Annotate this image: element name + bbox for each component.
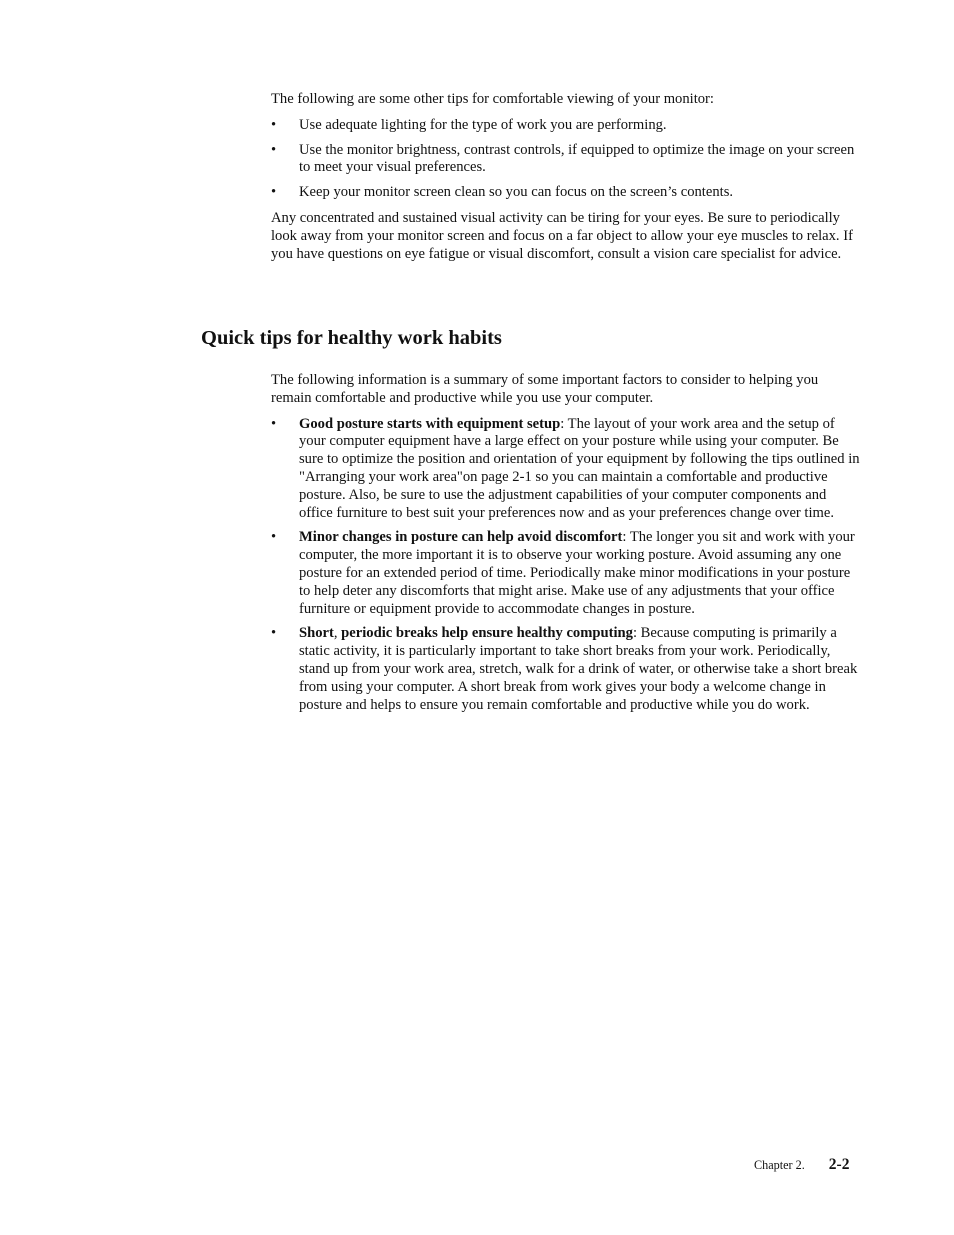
work-habits-intro: The following information is a summary of some important factors to consider to helping you remain comfortable and productive while you use your computer. <box>271 372 819 406</box>
work-habits-list <box>271 416 861 715</box>
list-item-heading: Minor changes in posture can help avoid discomfort <box>299 529 623 546</box>
section-heading: Quick tips for healthy work habits <box>201 327 502 349</box>
viewing-tips-section <box>271 91 861 263</box>
viewing-tips-intro: The following are some other tips for comfortable viewing of your monitor: <box>271 91 714 107</box>
bullet-marker: • <box>271 141 277 158</box>
list-item <box>271 416 861 523</box>
list-item-heading: periodic breaks help ensure healthy computing <box>341 625 633 642</box>
list-item-text: : The longer you sit and work with your computer, the more important it is to observe your working posture. Avoid assuming any one posture for an extended period of time. Periodically make minor modifications in your posture to help deter any discomforts that might arise. Make use of any adjustments that your office furniture or equipment provide to accommodate changes in posture. <box>299 529 855 617</box>
bullet-marker: • <box>271 529 277 546</box>
list-item <box>271 142 861 178</box>
eye-fatigue-paragraph: Any concentrated and sustained visual activity can be tiring for your eyes. Be sure to periodically look away from your monitor screen and focus on a far object to allow your eye muscles to relax. If you have questions on eye fatigue or visual discomfort, consult a vision care specialist for advice. <box>271 209 853 262</box>
list-item-text: Use adequate lighting for the type of work you are performing. <box>299 116 667 133</box>
list-item-heading: Short <box>299 625 334 642</box>
list-item-separator: , <box>333 625 342 642</box>
list-item-text: : Because computing is primarily a static activity, it is particularly important to take short breaks from your work. Periodically, stand up from your work area, stretch, walk for a drink of water, or otherwise take a short break from using your computer. A short break from work gives your body a welcome change in posture and helps to ensure you remain comfortable and productive while you do work. <box>299 625 858 713</box>
list-item <box>271 117 861 135</box>
chapter-label: Chapter 2. <box>754 1158 805 1172</box>
list-item-text: Keep your monitor screen clean so you can focus on the screen’s contents. <box>299 184 734 201</box>
list-item <box>271 184 861 202</box>
bullet-marker: • <box>271 415 277 432</box>
list-item-heading: Good posture starts with equipment setup <box>299 415 561 432</box>
bullet-marker: • <box>271 184 277 201</box>
bullet-marker: • <box>271 625 277 642</box>
list-item <box>271 529 861 618</box>
list-item-text: : The layout of your work area and the setup of your computer equipment have a large effect on your posture while using your computer. Be sure to optimize the position and orientation of your equipment by following the tips outlined in "Arranging your work area"on page 2-1 so you can maintain a comfortable and productive posture. Also, be sure to use the adjustment capabilities of your computer components and office furniture to best suit your preferences now and as your preferences change over time. <box>299 415 860 521</box>
viewing-tips-list <box>271 117 861 202</box>
bullet-marker: • <box>271 116 277 133</box>
list-item-text: Use the monitor brightness, contrast controls, if equipped to optimize the image on your screen to meet your visual preferences. <box>299 141 855 176</box>
page-number: 2-2 <box>828 1156 850 1173</box>
work-habits-section <box>271 372 861 714</box>
page-footer <box>754 1156 849 1174</box>
list-item <box>271 625 861 714</box>
